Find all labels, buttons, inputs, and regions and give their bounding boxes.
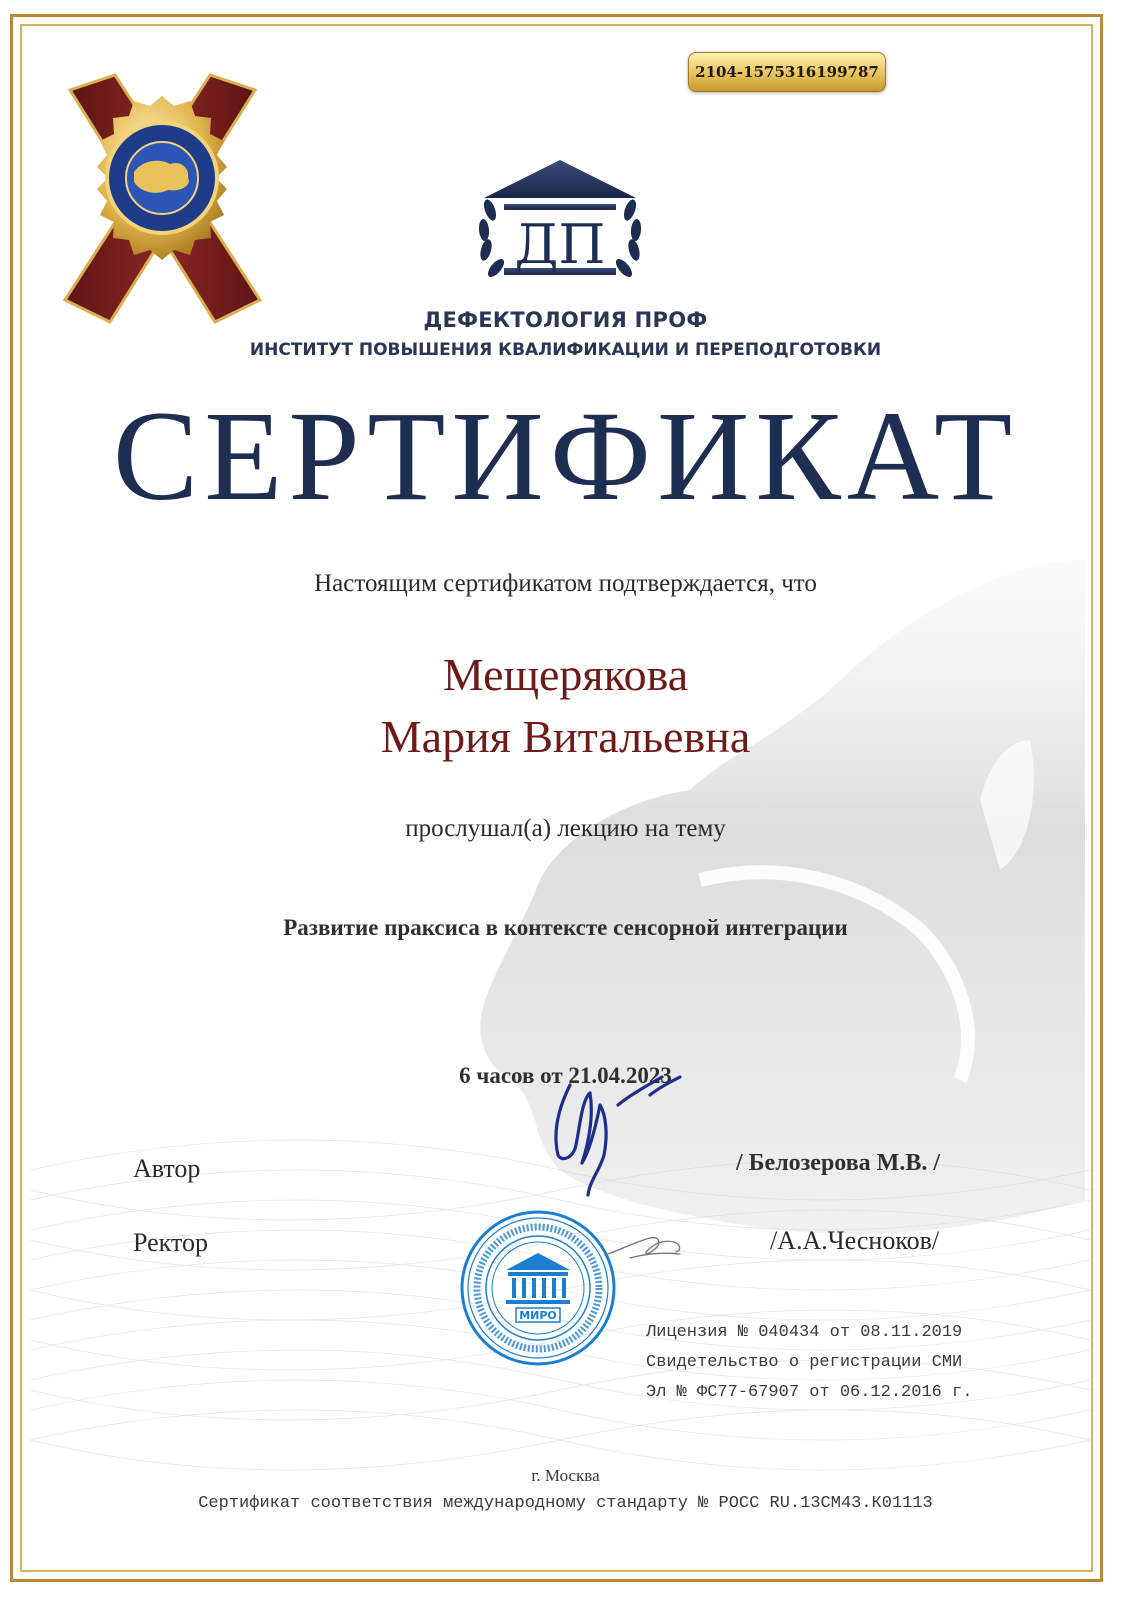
certificate-number: 2104-1575316199787: [695, 63, 879, 81]
city: г. Москва: [531, 1466, 600, 1485]
rector-label: Ректор: [133, 1228, 208, 1257]
author-signature-icon: [530, 1055, 710, 1215]
rector-name: /А.А.Чесноков/: [770, 1226, 940, 1255]
stamp-center-text: МИРО: [519, 1309, 557, 1322]
logo-letters: ДП: [514, 213, 606, 276]
conformity-certificate: Сертификат соответствия международному стандарту № РОСС RU.13СМ43.К01113: [198, 1494, 933, 1513]
license-line-1: Лицензия № 040434 от 08.11.2019: [646, 1323, 963, 1342]
hours-and-date: 6 часов от 21.04.2023: [459, 1063, 672, 1088]
recipient-surname: Мещерякова: [442, 649, 689, 700]
author-label: Автор: [133, 1154, 201, 1183]
institute-logo-icon: [470, 160, 650, 290]
license-line-2: Свидетельство о регистрации СМИ: [646, 1353, 963, 1372]
listened-text: прослушал(а) лекцию на тему: [405, 815, 726, 842]
miro-stamp-icon: [458, 1208, 618, 1368]
certificate-title: СЕРТИФИКАТ: [112, 385, 1019, 527]
recipient-given-names: Мария Витальевна: [380, 711, 751, 762]
ribbon-award-seal-icon: [55, 60, 270, 335]
license-line-3: Эл № ФС77-67907 от 06.12.2016 г.: [646, 1383, 973, 1402]
certificate-number-badge: [688, 52, 886, 92]
intro-text: Настоящим сертификатом подтверждается, что: [314, 570, 817, 597]
organization-name: ДЕФЕКТОЛОГИЯ ПРОФ: [423, 308, 708, 332]
author-name: / Белозерова М.В. /: [736, 1150, 940, 1176]
organization-subtitle: ИНСТИТУТ ПОВЫШЕНИЯ КВАЛИФИКАЦИИ И ПЕРЕПОДГОТОВКИ: [249, 340, 882, 360]
rector-signature-icon: [600, 1220, 690, 1270]
lecture-topic: Развитие праксиса в контексте сенсорной интеграции: [283, 915, 848, 940]
